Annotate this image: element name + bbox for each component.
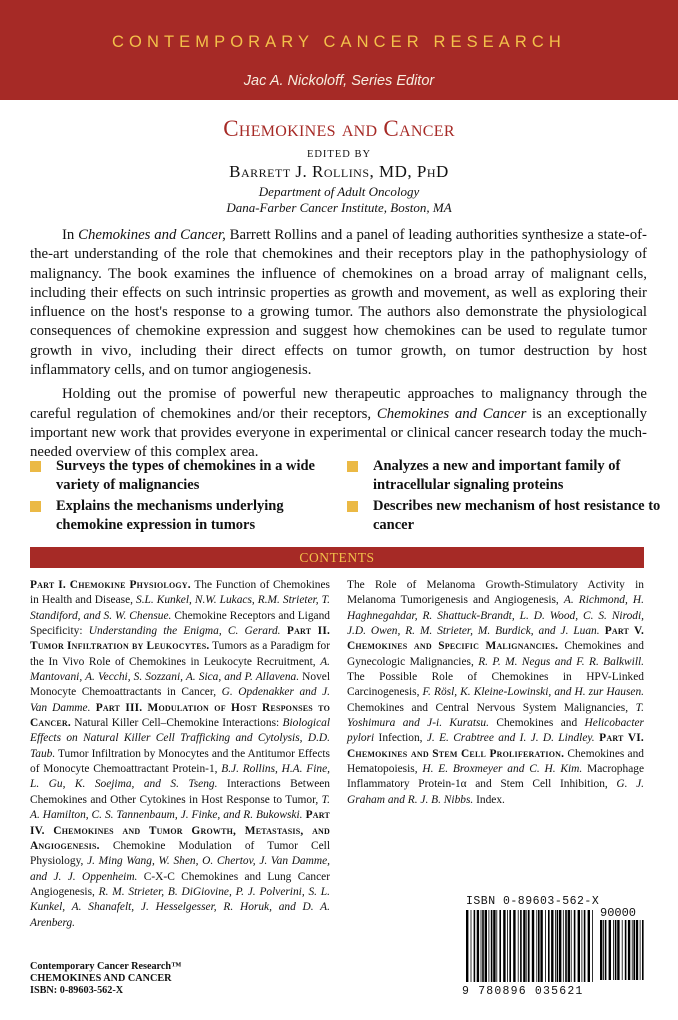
feature-bullet: Explains the mechanisms underlying chemokine expression in tumors xyxy=(30,497,340,534)
bullet-square-icon xyxy=(347,461,358,472)
barcode-bar xyxy=(565,910,567,982)
barcode-bar xyxy=(548,910,550,982)
barcode-bar xyxy=(617,920,619,980)
barcode-bar xyxy=(615,920,617,980)
feature-bullet: Describes new mechanism of host resistance to cancer xyxy=(347,497,665,534)
barcode-bar xyxy=(636,920,638,980)
barcode-bar xyxy=(489,910,490,982)
author-affiliation xyxy=(0,184,678,216)
barcode-bar xyxy=(582,910,583,982)
barcode-bar xyxy=(600,920,602,980)
barcode-bar xyxy=(605,920,607,980)
barcode-bar xyxy=(503,910,505,982)
barcode-bar xyxy=(642,920,644,980)
barcode-bar xyxy=(545,910,546,982)
description-paragraph-1: In Chemokines and Cancer, Barrett Rollins and a panel of leading authorities synthesize a state-of-the-art understanding of the role that chemokines and their receptors play in the pathophysiology of malignancy. The book examines the influence of chemokines on a broad array of malignant cells, including their effects on such intrinsic properties as growth and movement, as well as exploring their influence on the host's response to a growing tumor. The authors also demonstrate the physiological consequences of chemokine expression and suggest how chemokines can be used to regulate tumor growth in vivo, including their direct effects on tumor growth, on tumor destruction by host inflammatory cells, and on tumor angiogenesis. xyxy=(30,227,647,379)
barcode-bar xyxy=(603,920,604,980)
barcode-bar xyxy=(640,920,641,980)
barcode-bar xyxy=(509,910,511,982)
barcode-bar xyxy=(482,910,484,982)
footer-imprint xyxy=(30,961,181,997)
feature-bullets-left xyxy=(30,457,340,537)
barcode-bar xyxy=(633,920,635,980)
barcode-bar xyxy=(563,910,564,982)
barcode-bar xyxy=(571,910,572,982)
barcode-bar xyxy=(559,910,561,982)
bullet-square-icon xyxy=(30,461,41,472)
barcode-bar xyxy=(532,910,534,982)
barcode-bar xyxy=(466,910,468,982)
feature-bullet: Analyzes a new and important family of intracellular signaling proteins xyxy=(347,457,665,494)
barcode-price-code: 90000 xyxy=(600,906,637,920)
part-heading: Part VI. Chemokines and Stem Cell Proliferation. xyxy=(347,732,644,760)
barcode-bar xyxy=(568,910,570,982)
barcode-bars-addon xyxy=(600,920,644,980)
barcode-bar xyxy=(551,910,553,982)
barcode xyxy=(462,893,644,1008)
barcode-bars-main xyxy=(466,910,594,982)
barcode-bar xyxy=(471,910,472,982)
part-heading: Part V. Chemokines and Specific Malignancies. xyxy=(347,625,645,653)
barcode-bar xyxy=(538,910,540,982)
bullet-square-icon xyxy=(30,501,41,512)
barcode-bar xyxy=(592,910,593,982)
barcode-bar xyxy=(528,910,530,982)
footer-isbn: ISBN: 0-89603-562-X xyxy=(30,985,124,996)
series-title: CONTEMPORARY CANCER RESEARCH xyxy=(112,33,566,51)
barcode-bar xyxy=(513,910,515,982)
barcode-bar xyxy=(609,920,611,980)
barcode-bar xyxy=(613,920,614,980)
barcode-bar xyxy=(588,910,590,982)
barcode-isbn-label: ISBN 0-89603-562-X xyxy=(466,895,600,908)
barcode-ean-digits: 9 780896 035621 xyxy=(462,985,584,998)
feature-bullet: Surveys the types of chemokines in a wide variety of malignancies xyxy=(30,457,340,494)
barcode-bar xyxy=(496,910,497,982)
barcode-bar xyxy=(540,910,542,982)
barcode-bar xyxy=(520,910,522,982)
contents-column-left: Part I. Chemokine Physiology. The Function of Chemokines in Health and Disease, S.L. Kunkel, N.W. Lukacs, R.M. Strieter, T. Standiford, and S. W. Chensue. Chemokine Receptors and Ligand Specificity: Understanding the Enigma, C. Gerard. Part II. Tumor Infiltration by Leukocytes. Tumors as a Paradigm for the In Vivo Role of Chemokines in Leukocyte Recruitment, A. Mantovani, A. Vecchi, S. Sozzani, A. Sica, and P. Allavena. Novel Monocyte Chemoattractants in Cancer, G. Opdenakker and J. Van Damme. Part III. Modulation of Host Responses to Cancer. Natural Killer Cell–Chemokine Interactions: Biological Effects on Natural Killer Cell Trafficking and Cytolysis, D.D. Taub. Tumor Infiltration by Monocytes and the Antitumor Effects of Monocyte Chemoattractant Protein-1, B.J. Rollins, H.A. Fine, L. Gu, K. Soejima, and S. Tseng. Interactions Between Chemokines and Other Cytokines in Host Response to Tumor, T. A. Hamilton, C. S. Tannenbaum, J. Finke, and R. Bukowski. Part IV. Chemokines and Tumor Growth, Metastasis, and Angiogenesis. Chemokine Modulation of Tumor Cell Physiology, J. Ming Wang, W. Shen, O. Chertov, J. Van Damme, and J. J. Oppenheim. C-X-C Chemokines and Lung Cancer Angiogenesis, R. M. Strieter, B. DiGiovine, P. J. Polverini, S. L. Kunkel, A. Shanafelt, J. Hesselgesser, R. Horuk, and D. A. Arenberg. xyxy=(30,579,331,929)
barcode-bar xyxy=(557,910,559,982)
barcode-bar xyxy=(555,910,556,982)
contents-heading: CONTENTS xyxy=(30,547,644,568)
barcode-bar xyxy=(518,910,519,982)
barcode-bar xyxy=(578,910,580,982)
barcode-bar xyxy=(574,910,576,982)
barcode-bar xyxy=(481,910,482,982)
bullet-square-icon xyxy=(347,501,358,512)
description-paragraph-2: Holding out the promise of powerful new therapeutic approaches to malignancy through the careful regulation of chemokines and/or their receptors, Chemokines and Cancer is an exceptionally important new work that provides everyone in experimental or clinical cancer research today the much-needed overview of this complex area. xyxy=(30,386,648,461)
barcode-bar xyxy=(536,910,537,982)
book-author: Barrett J. Rollins, MD, PhD xyxy=(229,162,449,181)
department: Department of Adult Oncology xyxy=(258,184,420,199)
footer-title: CHEMOKINES AND CANCER xyxy=(30,973,172,984)
book-description xyxy=(30,226,647,463)
part-heading: Part II. Tumor Infiltration by Leukocytes. xyxy=(30,625,330,653)
barcode-bar xyxy=(526,910,527,982)
barcode-bar xyxy=(632,920,633,980)
barcode-bar xyxy=(622,920,623,980)
barcode-bar xyxy=(625,920,627,980)
barcode-bar xyxy=(493,910,495,982)
barcode-bar xyxy=(584,910,586,982)
institute: Dana-Farber Cancer Institute, Boston, MA xyxy=(226,200,452,215)
barcode-bar xyxy=(499,910,501,982)
barcode-bar xyxy=(477,910,479,982)
footer-series: Contemporary Cancer Research™ xyxy=(30,961,182,972)
barcode-bar xyxy=(523,910,525,982)
book-title: Chemokines and Cancer xyxy=(223,116,455,141)
barcode-bar xyxy=(485,910,487,982)
part-heading: Part III. Modulation of Host Responses to Cancer. xyxy=(30,701,330,730)
barcode-bar xyxy=(491,910,493,982)
barcode-bar xyxy=(474,910,476,982)
barcode-bar xyxy=(628,920,630,980)
part-heading: Part IV. Chemokines and Tumor Growth, Metastasis, and Angiogenesis. xyxy=(30,809,330,852)
feature-bullets-right xyxy=(347,457,665,537)
contents-column-right: The Role of Melanoma Growth-Stimulatory Activity in Melanoma Tumorigenesis and Angiogenesis, A. Richmond, H. Haghnegahdar, R. Shattuck-Brandt, L. D. Wood, C. S. Nirodi, J.D. Owen, R. M. Strieter, M. Burdick, and J. Luan. Part V. Chemokines and Specific Malignancies. Chemokines and Gynecologic Malignancies, R. P. M. Negus and F. R. Balkwill. The Possible Role of Chemokines in HPV-Linked Carcinogenesis, F. Rösl, K. Kleine-Lowinski, and H. zur Hausen. Chemokines and Central Nervous System Malignancies, T. Yoshimura and J-i. Kuratsu. Chemokines and Helicobacter pylori Infection, J. E. Crabtree and I. J. D. Lindley. Part VI. Chemokines and Stem Cell Proliferation. Chemokines and Hematopoiesis, H. E. Broxmeyer and C. H. Kim. Macrophage Inflammatory Protein-1α and Stem Cell Inhibition, G. J. Graham and R. J. B. Nibbs. Index. xyxy=(347,579,645,806)
part-heading: Part I. Chemokine Physiology. xyxy=(30,579,191,591)
barcode-bar xyxy=(507,910,508,982)
series-editor: Jac A. Nickoloff, Series Editor xyxy=(243,73,435,89)
edited-by-label: EDITED BY xyxy=(306,149,372,160)
